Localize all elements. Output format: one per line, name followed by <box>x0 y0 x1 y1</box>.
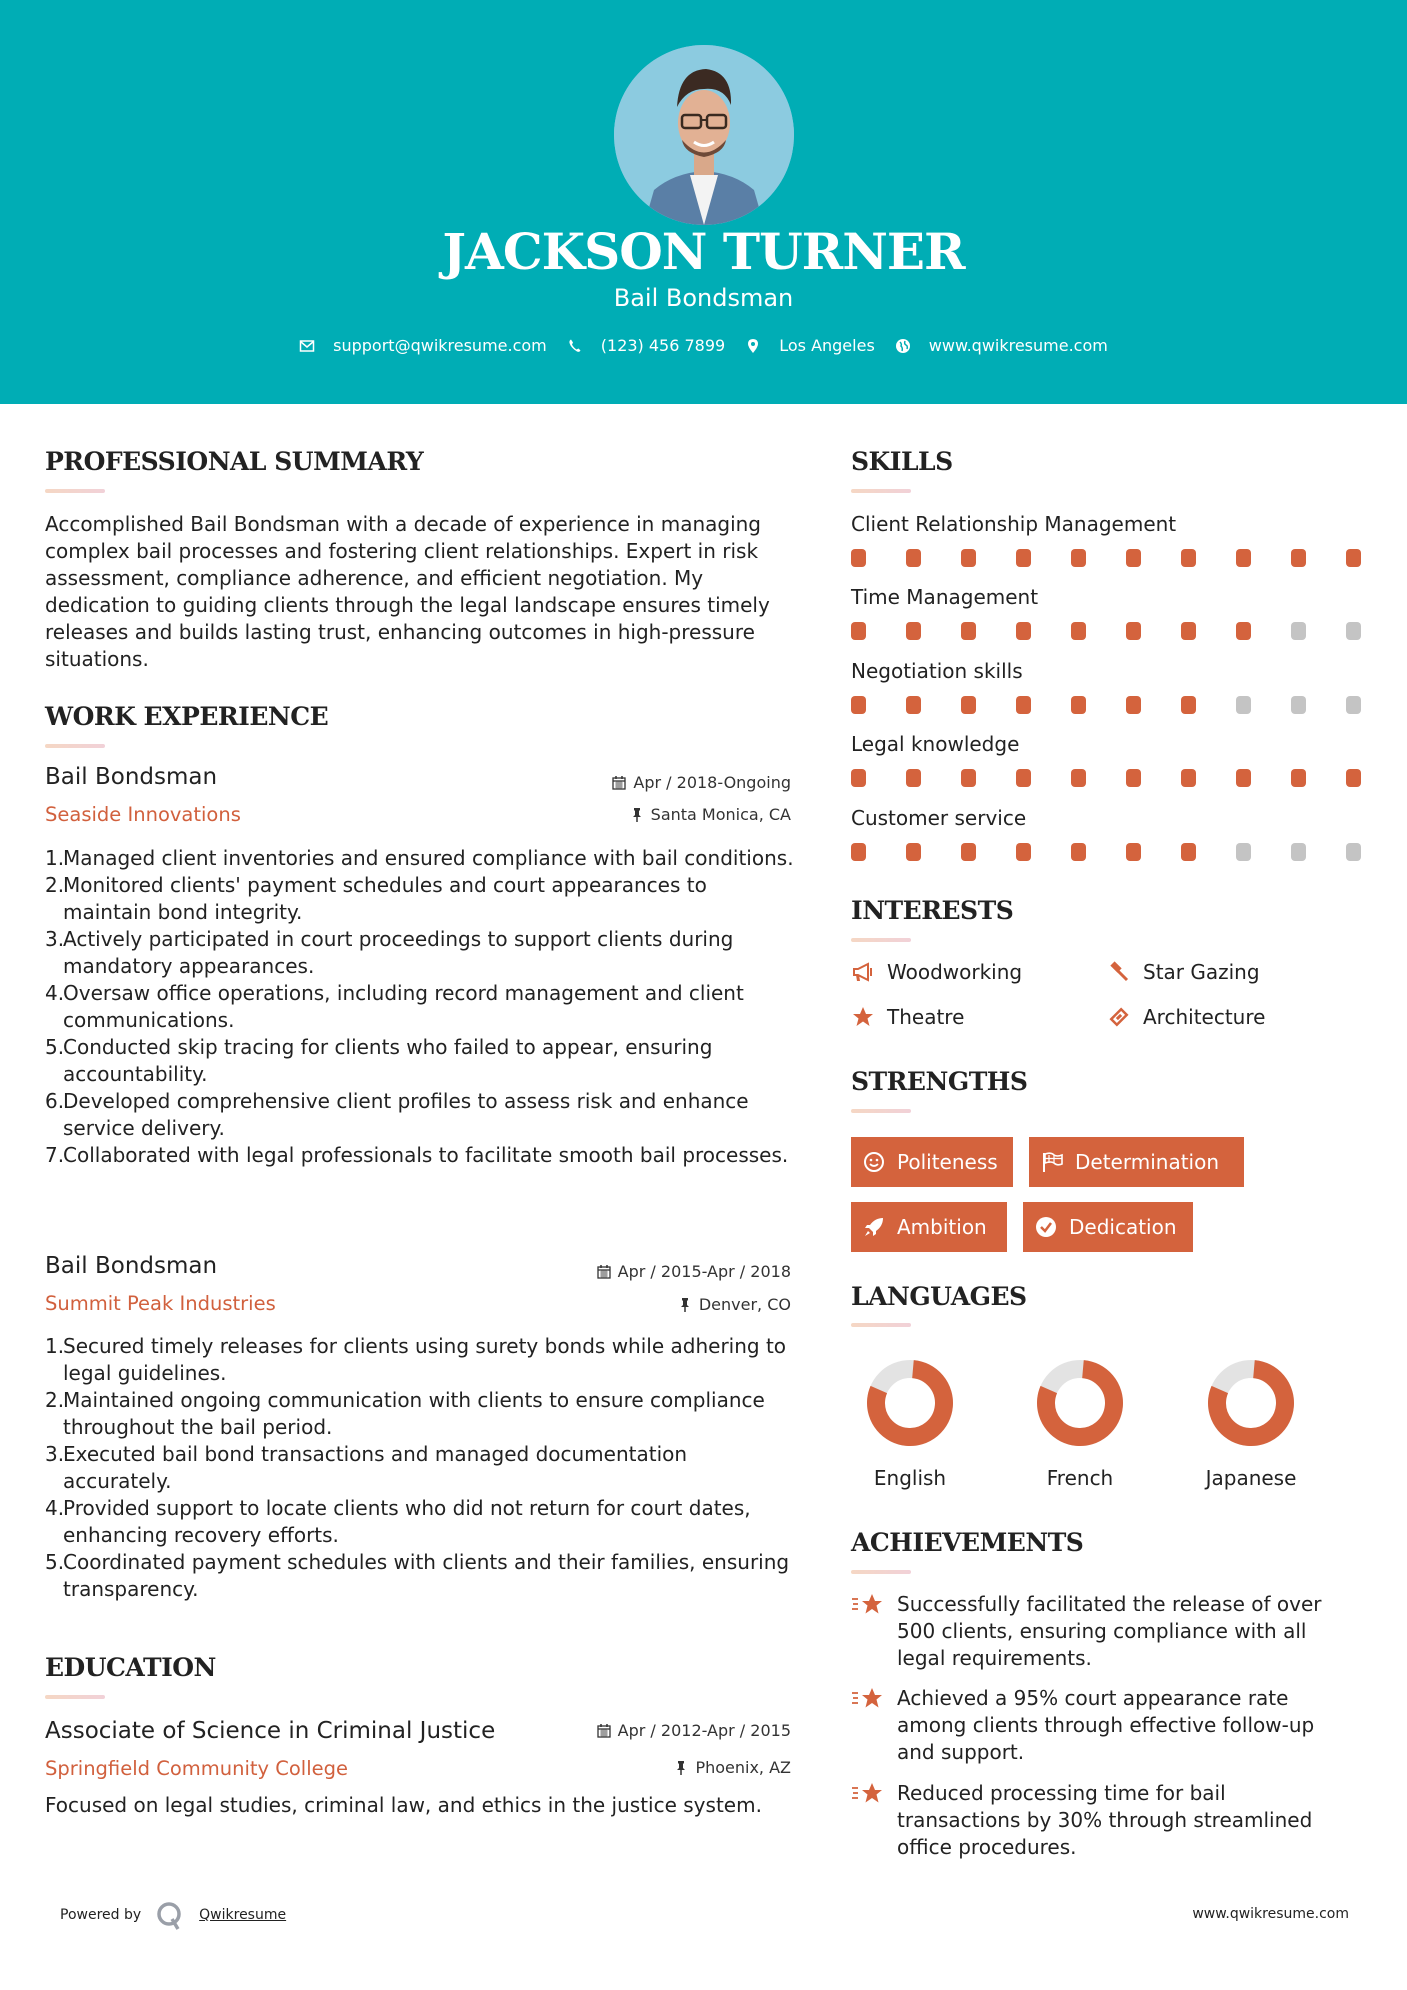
education-description: Focused on legal studies, criminal law, and ethics in the justice system. <box>45 1793 762 1817</box>
skill-dot-filled <box>906 769 921 787</box>
phone-icon <box>567 338 583 354</box>
skill-dot-filled <box>1181 696 1196 714</box>
job-dates-text: Apr / 2018-Ongoing <box>633 773 791 792</box>
pushpin-icon <box>678 1297 692 1312</box>
skill-dot-filled <box>1126 549 1141 567</box>
check-circle-icon <box>1035 1216 1057 1238</box>
strength-badge <box>851 1137 1013 1187</box>
skill-dot-filled <box>1181 622 1196 640</box>
skill-dot-filled <box>1071 622 1086 640</box>
list-item: 3. Executed bail bond transactions and managed documentation accurately. <box>45 1442 688 1493</box>
job-location <box>678 1295 791 1314</box>
skill-dot-filled <box>851 622 866 640</box>
list-item: 5. Conducted skip tracing for clients who failed to appear, ensuring accountability. <box>45 1035 713 1086</box>
list-item: 5. Coordinated payment schedules with clients and their families, ensuring transparency. <box>45 1550 790 1601</box>
languages-heading: LANGUAGES <box>851 1282 1027 1311</box>
contact-website-text: www.qwikresume.com <box>928 336 1108 355</box>
skill-dot-empty <box>1346 622 1361 640</box>
skill-dot-filled <box>961 549 976 567</box>
list-item: 7. Collaborated with legal professionals to facilitate smooth bail processes. <box>45 1143 789 1167</box>
languages-underline <box>851 1323 911 1327</box>
skill-name: Negotiation skills <box>851 659 1023 683</box>
language-name: French <box>1046 1466 1114 1490</box>
degree-title: Associate of Science in Criminal Justice <box>45 1718 496 1744</box>
candidate-name: JACKSON TURNER <box>442 222 965 281</box>
education-dates-text: Apr / 2012-Apr / 2015 <box>617 1721 791 1740</box>
skill-rating <box>851 769 1401 787</box>
job-bullets <box>45 1333 795 1603</box>
gavel-icon <box>1107 960 1131 984</box>
language-donut-chart <box>1206 1358 1296 1448</box>
experience-underline <box>45 744 105 748</box>
summary-underline <box>45 489 105 493</box>
education-underline <box>45 1695 105 1699</box>
skill-dot-filled <box>1291 769 1306 787</box>
job-location-text: Santa Monica, CA <box>650 805 791 824</box>
skill-dot-filled <box>1181 769 1196 787</box>
skill-dot-empty <box>1291 696 1306 714</box>
skill-dot-filled <box>1016 696 1031 714</box>
list-item: 4. Oversaw office operations, including record management and client communications. <box>45 981 744 1032</box>
skill-dot-filled <box>906 549 921 567</box>
achievement-text: Successfully facilitated the release of over 500 clients, ensuring compliance with all legal requirements. <box>897 1592 1322 1670</box>
skill-rating <box>851 843 1401 861</box>
shooting-star-icon <box>851 1780 885 1810</box>
achievement-item <box>851 1780 1351 1861</box>
strength-label: Dedication <box>1069 1215 1177 1239</box>
job-location-text: Denver, CO <box>698 1295 791 1314</box>
language-name: English <box>873 1466 947 1490</box>
candidate-role: Bail Bondsman <box>613 284 794 312</box>
language-item <box>1191 1358 1311 1490</box>
job-dates <box>597 1262 791 1281</box>
skill-dot-filled <box>961 843 976 861</box>
contact-location <box>745 336 875 355</box>
skill-dot-filled <box>1016 769 1031 787</box>
skill-rating <box>851 622 1401 640</box>
strength-label: Ambition <box>897 1215 987 1239</box>
skill-dot-filled <box>961 622 976 640</box>
skill-dot-filled <box>1126 843 1141 861</box>
education-heading: EDUCATION <box>45 1653 216 1682</box>
skill-dot-filled <box>906 843 921 861</box>
flag-checkered-icon <box>1041 1151 1063 1173</box>
language-item <box>850 1358 970 1490</box>
shooting-star-icon <box>851 1685 885 1715</box>
globe-icon <box>895 338 911 354</box>
strengths-heading: STRENGTHS <box>851 1067 1028 1096</box>
shooting-star-icon <box>851 1591 885 1621</box>
pushpin-icon <box>630 807 644 822</box>
pushpin-icon <box>674 1760 688 1775</box>
contact-email-text: support@qwikresume.com <box>333 336 547 355</box>
envelope-icon <box>299 338 315 354</box>
qwikresume-link[interactable]: Qwikresume <box>199 1907 287 1923</box>
interests-underline <box>851 938 911 942</box>
skill-dot-filled <box>1071 769 1086 787</box>
ticket-icon <box>1107 1005 1131 1029</box>
interest-item <box>1107 1005 1265 1029</box>
interest-label: Woodworking <box>887 960 1023 984</box>
skill-dot-filled <box>1236 622 1251 640</box>
interest-label: Star Gazing <box>1143 960 1260 984</box>
company-name: Seaside Innovations <box>45 803 241 826</box>
contact-email[interactable] <box>299 336 547 355</box>
skill-dot-filled <box>961 696 976 714</box>
summary-text: Accomplished Bail Bondsman with a decade of experience in managing complex bail processes and fostering client relationships. Expert in risk assessment, compliance adherence, and efficient negotiation. My dedication to guiding clients through the legal landscape ensures timely releases and builds lasting trust, enhancing outcomes in high-pressure situations. <box>45 512 770 671</box>
skill-dot-filled <box>1346 549 1361 567</box>
contact-location-text: Los Angeles <box>779 336 875 355</box>
achievement-text: Reduced processing time for bail transactions by 30% through streamlined office procedures. <box>897 1781 1313 1859</box>
skills-heading: SKILLS <box>851 447 953 476</box>
skill-dot-filled <box>1016 549 1031 567</box>
contact-phone-text: (123) 456 7899 <box>600 336 726 355</box>
job-dates <box>612 773 791 792</box>
skill-dot-filled <box>1291 549 1306 567</box>
skill-name: Time Management <box>851 585 1039 609</box>
company-name: Summit Peak Industries <box>45 1292 276 1315</box>
skill-dot-filled <box>1346 769 1361 787</box>
interest-label: Theatre <box>887 1005 965 1029</box>
skill-dot-filled <box>1236 769 1251 787</box>
calendar-icon <box>597 1264 611 1279</box>
language-name: Japanese <box>1205 1466 1297 1490</box>
job-location <box>630 805 791 824</box>
strength-badge <box>851 1202 1007 1252</box>
skill-dot-filled <box>1181 549 1196 567</box>
achievement-item <box>851 1685 1351 1766</box>
list-item: 6. Developed comprehensive client profiles to assess risk and enhance service delivery. <box>45 1089 749 1140</box>
interests-heading: INTERESTS <box>851 896 1014 925</box>
skill-rating <box>851 549 1401 567</box>
footer-powered-by <box>60 1900 286 1930</box>
skill-dot-empty <box>1291 622 1306 640</box>
interest-item <box>1107 960 1260 984</box>
skill-dot-filled <box>851 769 866 787</box>
list-item: 2. Maintained ongoing communication with clients to ensure compliance throughout the bail period. <box>45 1388 765 1439</box>
skill-dot-filled <box>906 622 921 640</box>
star-icon <box>851 1005 875 1029</box>
profile-photo <box>614 45 794 225</box>
skill-dot-empty <box>1291 843 1306 861</box>
contact-website[interactable] <box>895 336 1108 355</box>
skill-dot-filled <box>1071 843 1086 861</box>
calendar-icon <box>597 1723 611 1738</box>
skill-dot-filled <box>906 696 921 714</box>
experience-heading: WORK EXPERIENCE <box>45 702 329 731</box>
powered-by-label: Powered by <box>60 1907 142 1923</box>
skill-dot-filled <box>961 769 976 787</box>
skill-dot-filled <box>1071 696 1086 714</box>
list-item: 1. Secured timely releases for clients using surety bonds while adhering to legal guidelines. <box>45 1334 787 1385</box>
contact-phone[interactable] <box>567 336 725 355</box>
skills-underline <box>851 489 911 493</box>
list-item: 3. Actively participated in court proceedings to support clients during mandatory appearances. <box>45 927 734 978</box>
skill-dot-empty <box>1236 696 1251 714</box>
interest-item <box>851 960 1022 984</box>
summary-heading: PROFESSIONAL SUMMARY <box>45 447 424 476</box>
skill-dot-filled <box>1126 696 1141 714</box>
skill-name: Customer service <box>851 806 1027 830</box>
skill-dot-filled <box>1236 549 1251 567</box>
job-title: Bail Bondsman <box>45 764 218 790</box>
achievements-heading: ACHIEVEMENTS <box>851 1528 1084 1557</box>
interest-label: Architecture <box>1143 1005 1266 1029</box>
megaphone-icon <box>851 960 875 984</box>
strength-label: Determination <box>1075 1150 1220 1174</box>
header-banner <box>0 0 1407 404</box>
job-bullets <box>45 845 795 1169</box>
list-item: 4. Provided support to locate clients who did not return for court dates, enhancing recovery efforts. <box>45 1496 751 1547</box>
skill-dot-filled <box>851 549 866 567</box>
skill-dot-filled <box>851 696 866 714</box>
skill-dot-empty <box>1346 696 1361 714</box>
education-dates <box>597 1721 791 1740</box>
strength-badge <box>1023 1202 1193 1252</box>
language-donut-chart <box>865 1358 955 1448</box>
skill-dot-empty <box>1346 843 1361 861</box>
person-avatar-icon <box>614 45 794 225</box>
strengths-underline <box>851 1109 911 1113</box>
footer-website[interactable]: www.qwikresume.com <box>1192 1906 1349 1922</box>
job-title: Bail Bondsman <box>45 1253 218 1279</box>
skill-dot-filled <box>1016 622 1031 640</box>
contact-bar <box>0 336 1407 355</box>
skill-name: Legal knowledge <box>851 732 1020 756</box>
skill-dot-filled <box>1071 549 1086 567</box>
calendar-icon <box>612 775 626 790</box>
skill-name: Client Relationship Management <box>851 512 1177 536</box>
education-location-text: Phoenix, AZ <box>695 1758 791 1777</box>
school-name: Springfield Community College <box>45 1757 349 1780</box>
smile-icon <box>863 1151 885 1173</box>
list-item: 1. Managed client inventories and ensured compliance with bail conditions. <box>45 846 794 870</box>
skill-dot-filled <box>851 843 866 861</box>
list-item: 2. Monitored clients' payment schedules and court appearances to maintain bond integrity. <box>45 873 707 924</box>
strength-label: Politeness <box>897 1150 998 1174</box>
language-item <box>1020 1358 1140 1490</box>
skill-dot-filled <box>1126 769 1141 787</box>
strength-badge <box>1029 1137 1244 1187</box>
skill-dot-filled <box>1181 843 1196 861</box>
achievements-underline <box>851 1570 911 1574</box>
interest-item <box>851 1005 964 1029</box>
rocket-icon <box>863 1216 885 1238</box>
language-donut-chart <box>1035 1358 1125 1448</box>
skill-dot-filled <box>1016 843 1031 861</box>
qwikresume-logo-icon <box>155 1900 185 1930</box>
achievement-item <box>851 1591 1351 1672</box>
achievement-text: Achieved a 95% court appearance rate among clients through effective follow-up and support. <box>897 1686 1315 1764</box>
job-dates-text: Apr / 2015-Apr / 2018 <box>617 1262 791 1281</box>
skill-dot-filled <box>1126 622 1141 640</box>
education-location <box>674 1758 791 1777</box>
skill-dot-empty <box>1236 843 1251 861</box>
skill-rating <box>851 696 1401 714</box>
map-marker-icon <box>745 338 761 354</box>
